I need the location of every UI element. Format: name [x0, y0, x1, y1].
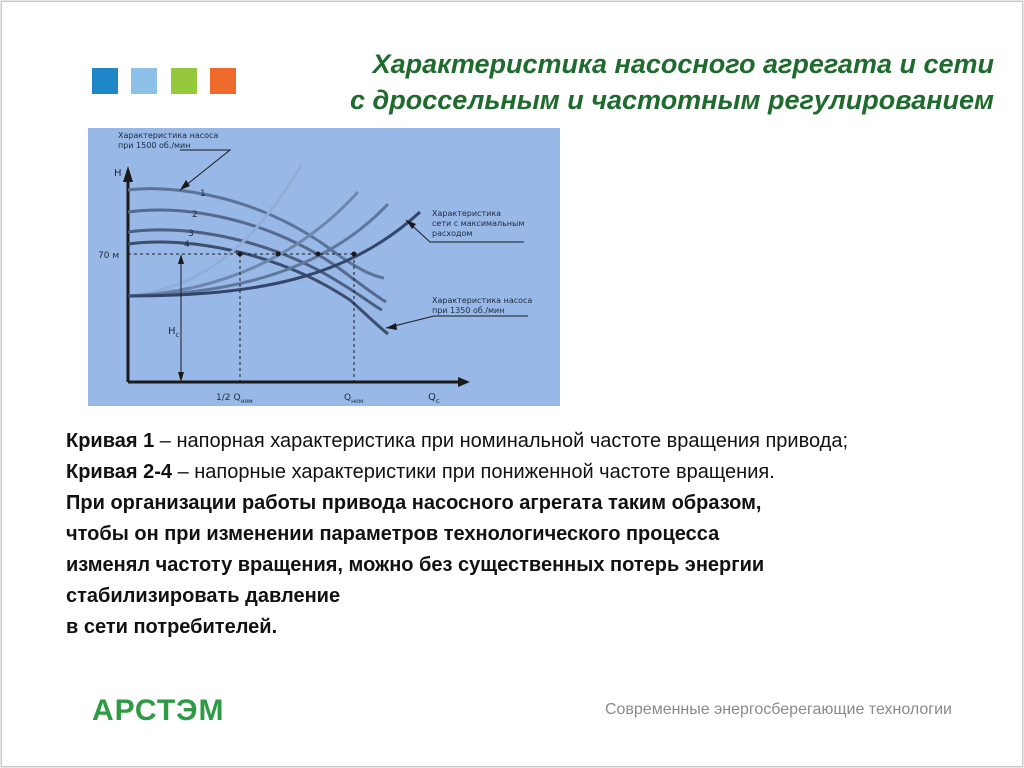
q-nom-main: Q	[344, 393, 352, 403]
brand-square-orange	[210, 68, 236, 94]
curve-label-4: 4	[184, 240, 190, 250]
pump-1350-label-line-1: Характеристика насоса	[432, 296, 533, 305]
curve-2-4-term: Кривая 2-4	[66, 461, 173, 483]
network-label-line-3: расходом	[432, 229, 473, 238]
brand-square-blue	[92, 68, 118, 94]
figure-background	[88, 128, 560, 406]
conclusion-line-4: стабилизировать давление	[66, 585, 341, 607]
intersection-point-3	[316, 252, 321, 257]
pump-characteristics-figure	[88, 128, 560, 406]
slide-title-line-1: Характеристика насосного агрегата и сети	[372, 49, 994, 79]
intersection-point-2	[276, 252, 281, 257]
half-q-prefix: 1/2	[216, 393, 231, 403]
curve-1-term: Кривая 1	[66, 430, 155, 452]
brand-square-light-blue	[131, 68, 157, 94]
half-q-main: Q	[233, 393, 241, 403]
curve-label-3: 3	[188, 229, 194, 239]
curve-label-2: 2	[192, 210, 198, 220]
hc-label-main: H	[168, 326, 176, 337]
conclusion-line-1: При организации работы привода насосного агрегата таким образом,	[66, 492, 762, 514]
company-tagline: Современные энергосберегающие технологии	[604, 701, 952, 718]
network-label-line-1: Характеристика	[432, 209, 502, 218]
conclusion-line-2: чтобы он при изменении параметров технологического процесса	[66, 523, 720, 545]
x-axis-label-sub: с	[435, 397, 440, 405]
hc-label-sub: с	[175, 331, 180, 339]
level-70-label: 70 м	[98, 251, 120, 261]
slide-title	[234, 46, 994, 118]
y-axis-label: H	[114, 168, 122, 179]
q-nom-sub: ном	[351, 398, 364, 405]
pump-1500-label-line-1: Характеристика насоса	[118, 131, 219, 140]
curve-2-4-definition: – напорные характеристики при пониженной частоте вращения.	[172, 461, 775, 483]
slide	[1, 1, 1023, 767]
network-label-line-2: сети с максимальным	[432, 219, 525, 228]
x-axis-label-main: Q	[428, 392, 436, 403]
half-q-sub: ном	[240, 398, 253, 405]
curve-1-definition: – напорная характеристика при номинальной частоте вращения привода;	[154, 430, 849, 452]
curve-label-1: 1	[200, 189, 206, 199]
slide-body	[66, 426, 1006, 643]
pump-1350-label-line-2: при 1350 об./мин	[432, 306, 505, 315]
pump-curves-svg	[88, 128, 560, 406]
conclusion-line-5: в сети потребителей.	[66, 616, 278, 638]
slide-title-line-2: с дроссельным и частотным регулированием	[350, 85, 994, 115]
conclusion-line-3: изменял частоту вращения, можно без существенных потерь энергии	[66, 554, 765, 576]
paragraph-curve-2-4	[66, 457, 1006, 488]
pump-1500-label-line-2: при 1500 об./мин	[118, 141, 191, 150]
company-logo: АРСТЭМ	[92, 694, 225, 727]
brand-square-green	[171, 68, 197, 94]
paragraph-curve-1	[66, 426, 1006, 457]
